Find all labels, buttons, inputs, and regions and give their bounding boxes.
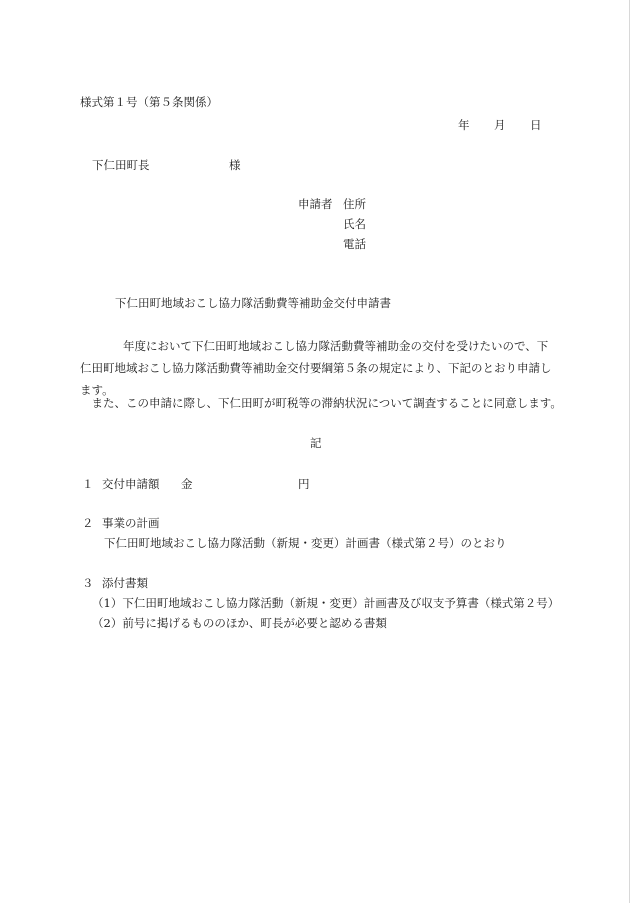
date-year-label: 年 xyxy=(458,118,470,132)
ki-heading: 記 xyxy=(310,436,322,450)
document-title: 下仁田町地域おこし協力隊活動費等補助金交付申請書 xyxy=(115,296,391,310)
item3-label: 添付書類 xyxy=(102,576,148,590)
item1-kin: 金 xyxy=(181,477,193,491)
date-day-label: 日 xyxy=(530,118,542,132)
addressee-name: 下仁田町長 xyxy=(92,158,150,172)
item2-number: ２ xyxy=(82,516,94,530)
item3-number: ３ xyxy=(82,576,94,590)
applicant-address-label: 住所 xyxy=(343,197,366,211)
item3-sub2: （2）前号に掲げるもののほか、町長が必要と認める書類 xyxy=(92,616,387,630)
applicant-phone-label: 電話 xyxy=(343,237,366,251)
item3-sub1: （1）下仁田町地域おこし協力隊活動（新規・変更）計画書及び収支予算書（様式第２号） xyxy=(92,596,560,610)
item1-yen: 円 xyxy=(298,477,310,491)
addressee-honorific: 様 xyxy=(229,158,241,172)
item1-number: １ xyxy=(82,477,94,491)
body-paragraph-1: 年度において下仁田町地域おこし協力隊活動費等補助金の交付を受けたいので、下仁田町地域おこし協力隊活動費等補助金交付要綱第５条の規定により、下記のとおり申請します。 xyxy=(80,339,552,397)
item1-label: 交付申請額 xyxy=(102,477,160,491)
item2-label: 事業の計画 xyxy=(102,516,160,530)
form-number: 様式第１号（第５条関係） xyxy=(80,95,218,109)
date-month-label: 月 xyxy=(494,118,506,132)
item2-detail: 下仁田町地域おこし協力隊活動（新規・変更）計画書（様式第２号）のとおり xyxy=(104,536,507,550)
body-paragraph-2: また、この申請に際し、下仁田町が町税等の滞納状況について調査することに同意します。 xyxy=(80,396,562,410)
applicant-name-label: 氏名 xyxy=(343,217,366,231)
applicant-label: 申請者 xyxy=(298,197,333,211)
